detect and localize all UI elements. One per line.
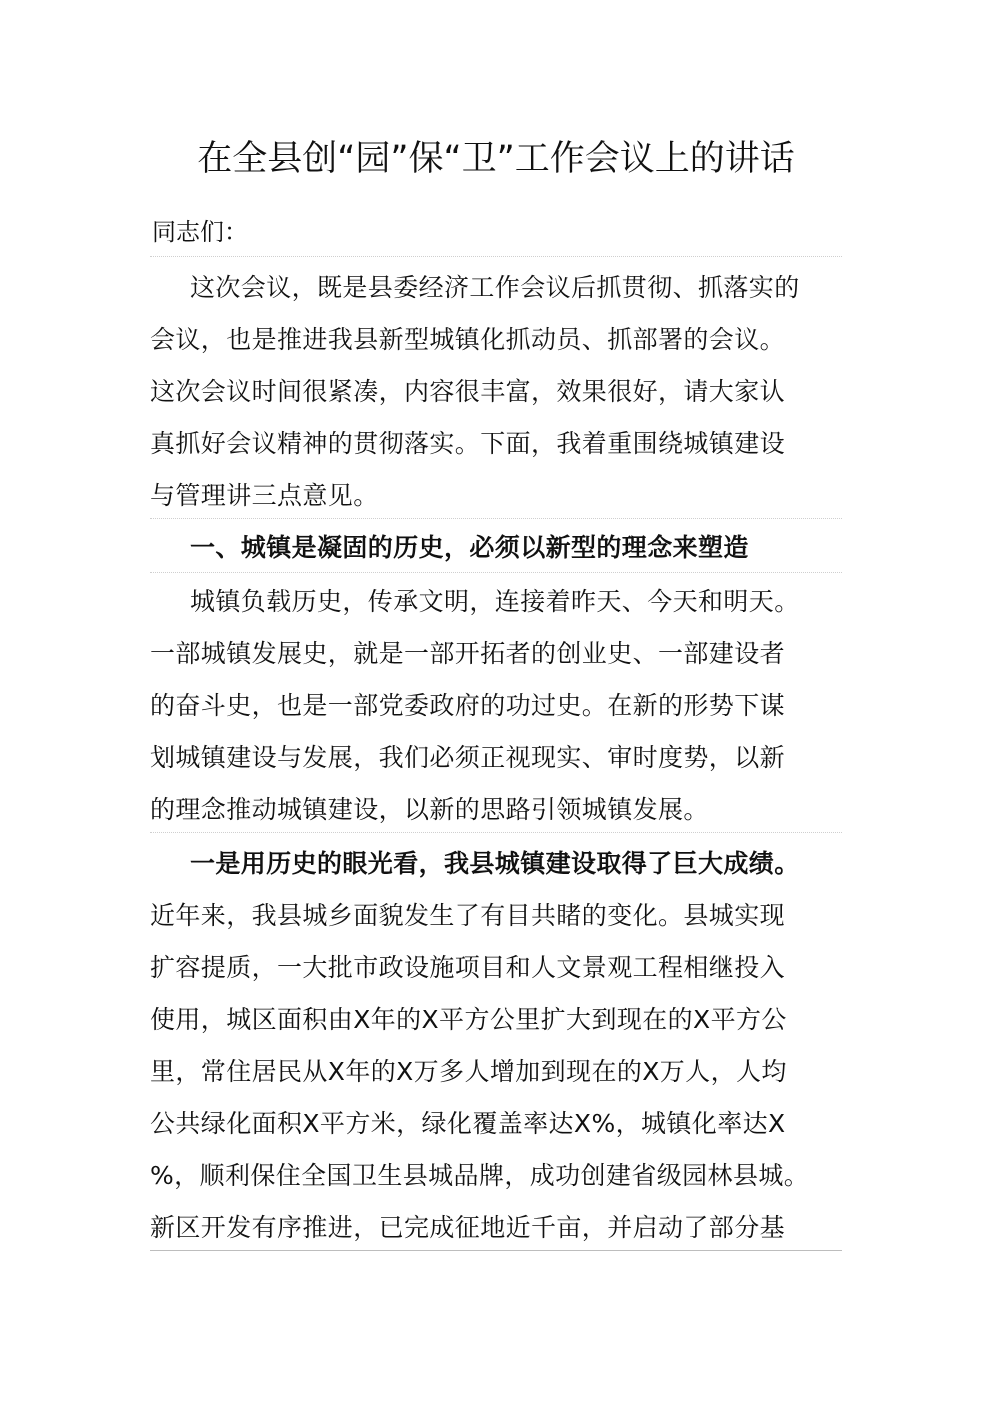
paragraph-line: 与管理讲三点意见。	[150, 481, 379, 510]
paragraph-line: 一部城镇发展史，就是一部开拓者的创业史、一部建设者	[150, 639, 786, 668]
speech-title: 在全县创“园”保“卫”工作会议上的讲话	[197, 139, 795, 179]
paragraph-line: 公共绿化面积X平方米，绿化覆盖率达X%，城镇化率达X	[150, 1109, 786, 1138]
divider	[150, 832, 842, 833]
paragraph-line: 会议，也是推进我县新型城镇化抓动员、抓部署的会议。	[150, 325, 786, 354]
paragraph-line: 新区开发有序推进，已完成征地近千亩，并启动了部分基	[150, 1213, 786, 1242]
paragraph-line: %，顺利保住全国卫生县城品牌，成功创建省级园林县城。	[150, 1161, 810, 1190]
paragraph-line: 真抓好会议精神的贯彻落实。下面，我着重围绕城镇建设	[150, 429, 786, 458]
paragraph-line: 扩容提质，一大批市政设施项目和人文景观工程相继投入	[150, 953, 786, 982]
paragraph-line: 的理念推动城镇建设，以新的思路引领城镇发展。	[150, 795, 709, 824]
point-heading: 一是用历史的眼光看，我县城镇建设取得了巨大成绩。	[190, 849, 800, 878]
paragraph-line: 近年来，我县城乡面貌发生了有目共睹的变化。县城实现	[150, 901, 786, 930]
section-heading: 一、城镇是凝固的历史，必须以新型的理念来塑造	[190, 533, 749, 562]
divider	[150, 518, 842, 519]
paragraph-line: 这次会议，既是县委经济工作会议后抓贯彻、抓落实的	[190, 273, 800, 302]
paragraph-line: 的奋斗史，也是一部党委政府的功过史。在新的形势下谋	[150, 691, 786, 720]
paragraph-line: 这次会议时间很紧凑，内容很丰富，效果很好，请大家认	[150, 377, 786, 406]
divider	[150, 256, 842, 257]
paragraph-line: 划城镇建设与发展，我们必须正视现实、审时度势，以新	[150, 743, 786, 772]
salutation: 同志们：	[152, 218, 248, 246]
page-bottom-rule	[150, 1250, 842, 1251]
paragraph-line: 城镇负载历史，传承文明，连接着昨天、今天和明天。	[190, 587, 800, 616]
divider	[150, 572, 842, 573]
paragraph-line: 使用，城区面积由X年的X平方公里扩大到现在的X平方公	[150, 1005, 787, 1034]
paragraph-line: 里，常住居民从X年的X万多人增加到现在的X万人，人均	[150, 1057, 787, 1086]
